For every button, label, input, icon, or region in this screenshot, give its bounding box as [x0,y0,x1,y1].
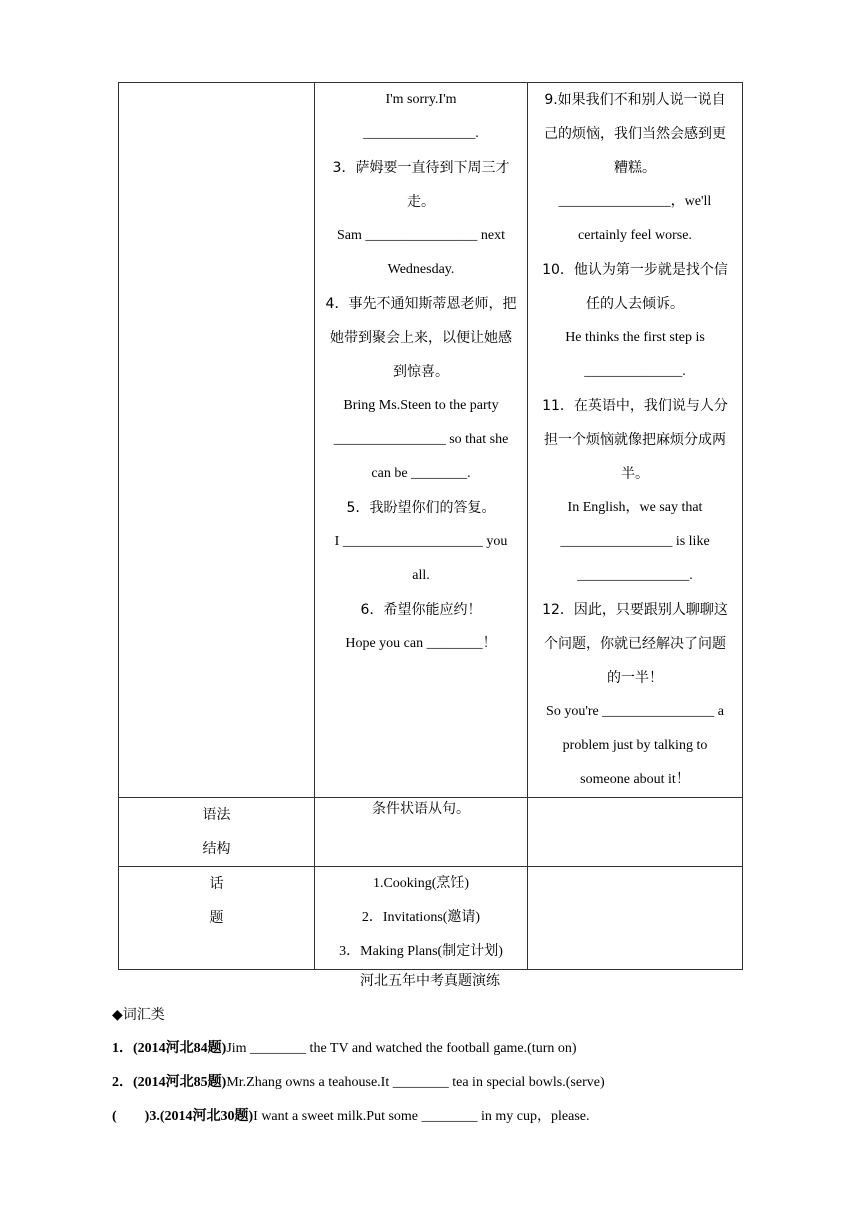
table-line: 己的烦恼，我们当然会感到更 [544,126,726,142]
topic-item: 2．Invitations(邀请) [361,910,481,925]
question-text: Jim ________ the TV and watched the football game.(turn on) [226,1041,577,1056]
table-line: Sam ________________ next [337,228,505,243]
table-line: 的一半！ [607,670,663,686]
question-item [112,1037,577,1061]
grammar-value: 条件状语从句。 [315,798,528,867]
vocab-heading: ◆词汇类 [112,1007,165,1023]
table-line: He thinks the first step is [565,330,705,345]
table-line: 6．希望你能应约！ [360,602,482,618]
question-number: 2． [112,1075,133,1090]
vocab-table [118,82,743,970]
table-line: 任的人去倾诉。 [586,296,684,312]
section-title: 河北五年中考真题演练 [360,973,500,989]
grammar-label-line-2: 结构 [202,841,231,857]
question-text: Mr.Zhang owns a teahouse.It ________ tea in special bowls.(serve) [226,1075,605,1090]
topic-item: 1.Cooking(烹饪) [372,876,470,891]
question-text: I want a sweet milk.Put some ________ in my cup，please. [253,1109,590,1124]
topic-label [119,867,315,970]
table-line: can be ________. [371,466,471,481]
grammar-empty-cell [528,798,743,867]
topic-empty-cell [528,867,743,970]
table-line: problem just by talking to [562,738,708,753]
table-line: 4．事先不通知斯蒂恩老师，把 [325,296,517,312]
table-line: 到惊喜。 [393,364,449,380]
table-line: 3．萨姆要一直待到下周三才 [332,160,510,176]
table-line: 糟糕。 [614,160,656,176]
question-number: ( )3. [112,1109,160,1124]
table-line: 半。 [621,466,649,482]
table-line: So you're ________________ a [546,704,724,719]
question-number: 1． [112,1041,133,1056]
table-line: Hope you can ________！ [345,636,497,651]
table-line: 5．我盼望你们的答复。 [346,500,496,516]
topic-item: 3．Making Plans(制定计划) [339,944,503,959]
table-line: ________________ so that she [333,432,509,447]
table-line: ________________. [363,126,479,141]
table-line: I ____________________ you [334,534,508,549]
question-source: (2014河北84题) [133,1041,227,1056]
table-line: 10．他认为第一步就是找个信 [542,262,728,278]
table-line: 个问题，你就已经解决了问题 [544,636,726,652]
topic-label-line-1: 话 [209,876,224,892]
table-line: 11．在英语中，我们说与人分 [542,398,728,414]
table-line: ______________. [584,364,686,379]
topic-list [315,867,528,970]
table-line: 走。 [407,194,435,210]
table-line: someone about it！ [580,772,690,787]
table-line: ________________. [577,568,693,583]
table-line: Bring Ms.Steen to the party [343,398,499,413]
table-line: In English，we say that [567,500,703,515]
table-line: 她带到聚会上来，以便让她感 [330,330,512,346]
table-line: Wednesday. [387,262,455,277]
topic-label-line-2: 题 [209,910,224,926]
table-line: certainly feel worse. [578,228,692,243]
question-item [112,1071,605,1095]
grammar-label-line-1: 语法 [202,807,231,823]
table-cell-col2 [315,83,528,798]
question-item [112,1105,590,1129]
table-line: 9.如果我们不和别人说一说自 [544,92,726,108]
grammar-label [119,798,315,867]
table-line: ________________ is like [560,534,710,549]
table-cell-empty [119,83,315,798]
table-line: all. [412,568,430,583]
table-line: 12．因此，只要跟别人聊聊这 [542,602,728,618]
question-source: (2014河北30题) [159,1109,254,1124]
table-line: 担一个烦恼就像把麻烦分成两 [544,432,726,448]
table-line: I'm sorry.I'm [385,92,457,107]
table-cell-col3 [528,83,743,798]
table-line: ________________，we'll [558,194,712,209]
question-source: (2014河北85题) [133,1075,227,1090]
